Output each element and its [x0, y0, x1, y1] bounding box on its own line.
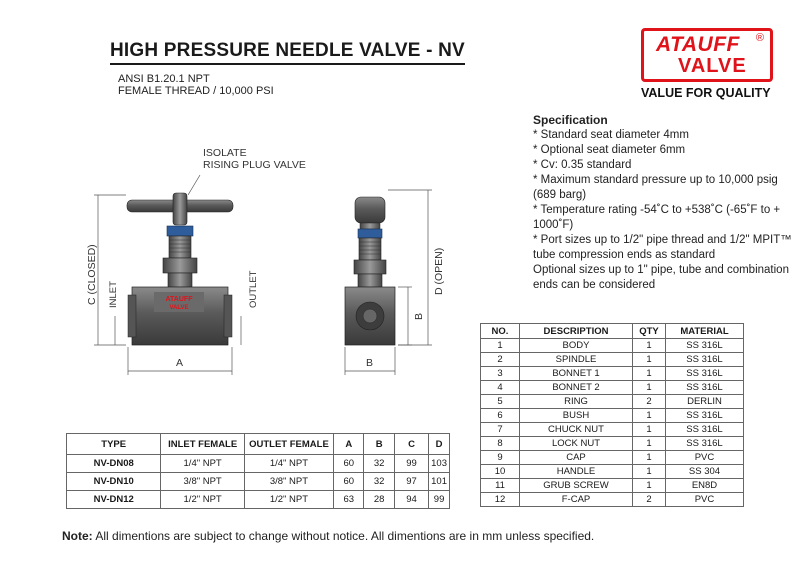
- table-row: 5 RING 2 DERLIN: [481, 395, 744, 409]
- subtitle-thread: FEMALE THREAD / 10,000 PSI: [118, 85, 274, 97]
- col-description: DESCRIPTION: [520, 324, 633, 339]
- table-row: 6 BUSH 1 SS 316L: [481, 409, 744, 423]
- col-outlet-female: OUTLET FEMALE: [244, 434, 333, 455]
- spec-line: * Standard seat diameter 4mm: [533, 129, 689, 141]
- valve-technical-drawing: [60, 135, 480, 375]
- subtitle-standard: ANSI B1.20.1 NPT: [118, 73, 210, 85]
- dimension-a-label: A: [176, 357, 184, 369]
- outlet-label: OUTLET: [248, 270, 259, 308]
- col-c: C: [394, 434, 428, 455]
- table-row: NV-DN10 3/8" NPT 3/8" NPT 60 32 97 101: [67, 473, 450, 491]
- note-label: Note:: [62, 529, 93, 543]
- body-logo-bottom: VALVE: [169, 305, 189, 311]
- spec-line: * Maximum standard pressure up to 10,000 psig (689 barg): [533, 174, 778, 201]
- page-subtitle: [118, 73, 274, 97]
- valve-drawing-svg: [60, 135, 480, 375]
- table-row: 11 GRUB SCREW 1 EN8D: [481, 479, 744, 493]
- logo-word-valve: VALVE: [678, 55, 747, 77]
- specification-block: [533, 113, 793, 293]
- col-b: B: [364, 434, 394, 455]
- dimension-b2-line: [398, 287, 412, 345]
- spec-line: * Port sizes up to 1/2" pipe thread and 1/2" MPIT™ tube compression ends as standard: [533, 234, 792, 261]
- isolate-leader: [188, 175, 200, 195]
- table-row: 4 BONNET 2 1 SS 316L: [481, 381, 744, 395]
- spec-line: * Cv: 0.35 standard: [533, 159, 632, 171]
- type-dimension-table: [66, 433, 450, 509]
- dimension-c-label: C (CLOSED): [86, 244, 98, 305]
- parts-table-header: [481, 324, 744, 339]
- table-row: 12 F-CAP 2 PVC: [481, 493, 744, 507]
- type-table-header: [67, 434, 450, 455]
- table-row: NV-DN08 1/4" NPT 1/4" NPT 60 32 99 103: [67, 455, 450, 473]
- col-a: A: [334, 434, 364, 455]
- logo-word-ataUFF: ATAUFF: [656, 33, 740, 56]
- spec-line: * Temperature rating -54˚C to +538˚C (-65˚F to + 1000˚F): [533, 204, 781, 231]
- table-row: 9 CAP 1 PVC: [481, 451, 744, 465]
- logo-registered-mark: ®: [755, 32, 764, 44]
- spec-line: * Optional seat diameter 6mm: [533, 144, 686, 156]
- parts-table: [480, 323, 744, 507]
- body-logo-top: ATAUFF: [165, 296, 193, 303]
- table-row: 1 BODY 1 SS 316L: [481, 339, 744, 353]
- isolate-label: ISOLATE RISING PLUG VALVE: [203, 147, 306, 171]
- col-no: NO.: [481, 324, 520, 339]
- col-inlet-female: INLET FEMALE: [161, 434, 244, 455]
- front-view: [127, 193, 233, 345]
- col-type: TYPE: [67, 434, 161, 455]
- table-row: 8 LOCK NUT 1 SS 316L: [481, 437, 744, 451]
- spec-line: Optional sizes up to 1" pipe, tube and combination ends can be considered: [533, 264, 789, 291]
- dimension-d-label: D (OPEN): [433, 247, 445, 295]
- table-row: NV-DN12 1/2" NPT 1/2" NPT 63 28 94 99: [67, 491, 450, 509]
- dimension-c-line: [94, 195, 126, 345]
- side-view: [345, 197, 395, 345]
- table-row: 3 BONNET 1 1 SS 316L: [481, 367, 744, 381]
- col-qty: QTY: [633, 324, 666, 339]
- table-row: 7 CHUCK NUT 1 SS 316L: [481, 423, 744, 437]
- col-material: MATERIAL: [666, 324, 744, 339]
- brand-logo: [641, 28, 773, 82]
- table-row: 10 HANDLE 1 SS 304: [481, 465, 744, 479]
- col-d: D: [429, 434, 450, 455]
- note-text: All dimentions are subject to change without notice. All dimentions are in mm unless specified.: [92, 529, 595, 543]
- specification-heading: Specification: [533, 113, 608, 127]
- table-row: 2 SPINDLE 1 SS 316L: [481, 353, 744, 367]
- inlet-label: INLET: [108, 281, 119, 308]
- brand-tagline: VALUE FOR QUALITY: [641, 86, 771, 100]
- page-title: HIGH PRESSURE NEEDLE VALVE - NV: [110, 40, 465, 65]
- dimension-b-label: B: [366, 357, 374, 369]
- dimension-b2-label: B: [413, 312, 425, 320]
- footer-note: [62, 529, 594, 543]
